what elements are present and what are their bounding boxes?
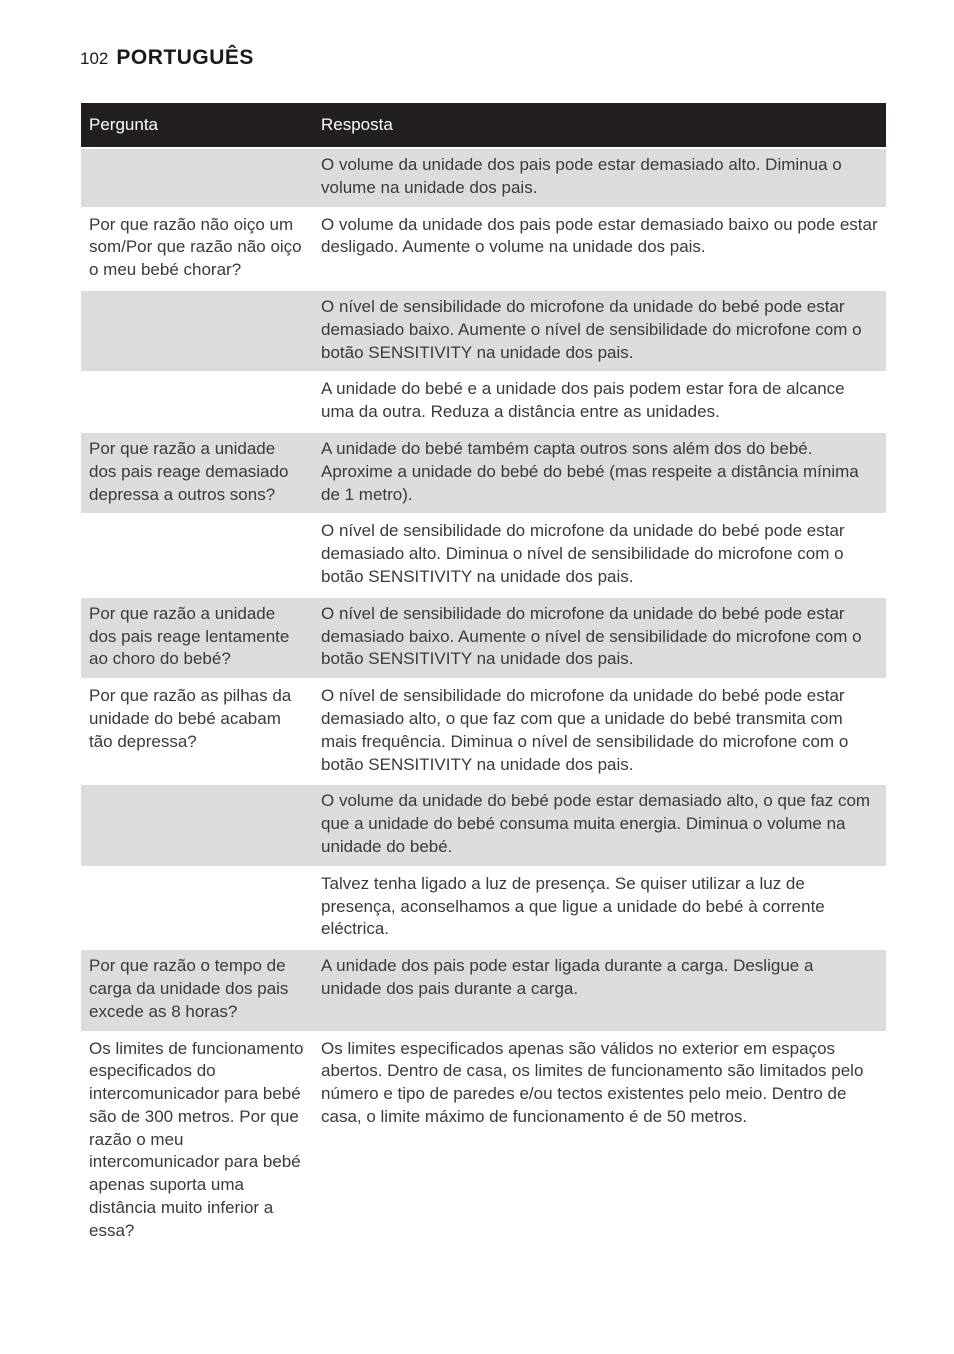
column-header-question: Pergunta	[81, 103, 313, 148]
answer-cell: O nível de sensibilidade do microfone da unidade do bebé pode estar demasiado baixo. Aumente o nível de sensibilidade do microfone com o botão SENSITIVITY na unidade dos pais.	[313, 290, 886, 372]
table-row	[81, 372, 886, 432]
answer-cell: O nível de sensibilidade do microfone da unidade do bebé pode estar demasiado baixo. Aumente o nível de sensibilidade do microfone com o botão SENSITIVITY na unidade dos pais.	[313, 597, 886, 679]
answer-cell: Os limites especificados apenas são válidos no exterior em espaços abertos. Dentro de casa, os limites de funcionamento são limitados pelo número e tipo de paredes e/ou tectos existentes pelo meio. Dentro de casa, o limite máximo de funcionamento é de 50 metros.	[313, 1032, 886, 1250]
table-row	[81, 514, 886, 596]
table-row	[81, 597, 886, 679]
answer-cell: O volume da unidade dos pais pode estar demasiado baixo ou pode estar desligado. Aumente o volume na unidade dos pais.	[313, 208, 886, 290]
answer-cell: O volume da unidade do bebé pode estar demasiado alto, o que faz com que a unidade do bebé consuma muita energia. Diminua o volume na unidade do bebé.	[313, 784, 886, 866]
question-cell: Os limites de funcionamento especificados do intercomunicador para bebé são de 300 metros. Por que razão o meu intercomunicador para bebé apenas suporta uma distância muito inferior a essa?	[81, 1032, 313, 1250]
question-cell	[81, 290, 313, 372]
column-header-answer: Resposta	[313, 103, 886, 148]
answer-cell: A unidade do bebé e a unidade dos pais podem estar fora de alcance uma da outra. Reduza a distância entre as unidades.	[313, 372, 886, 432]
question-cell: Por que razão o tempo de carga da unidade dos pais excede as 8 horas?	[81, 949, 313, 1031]
table-header	[81, 103, 886, 148]
table-row	[81, 867, 886, 949]
table-row	[81, 432, 886, 514]
table-body	[81, 148, 886, 1250]
question-cell: Por que razão a unidade dos pais reage demasiado depressa a outros sons?	[81, 432, 313, 514]
question-cell: Por que razão não oiço um som/Por que razão não oiço o meu bebé chorar?	[81, 208, 313, 290]
question-cell	[81, 372, 313, 432]
table-row	[81, 1032, 886, 1250]
question-cell	[81, 784, 313, 866]
page-number: 102	[80, 49, 109, 68]
answer-cell: A unidade do bebé também capta outros sons além dos do bebé. Aproxime a unidade do bebé do bebé (mas respeite a distância mínima de 1 metro).	[313, 432, 886, 514]
answer-cell: A unidade dos pais pode estar ligada durante a carga. Desligue a unidade dos pais durante a carga.	[313, 949, 886, 1031]
table-row	[81, 784, 886, 866]
table-row	[81, 949, 886, 1031]
answer-cell: O nível de sensibilidade do microfone da unidade do bebé pode estar demasiado alto. Diminua o nível de sensibilidade do microfone com o botão SENSITIVITY na unidade dos pais.	[313, 514, 886, 596]
page-header	[80, 46, 254, 70]
table-row	[81, 148, 886, 208]
table-row	[81, 290, 886, 372]
question-cell	[81, 514, 313, 596]
question-cell	[81, 867, 313, 949]
question-cell	[81, 148, 313, 208]
page-language-title: PORTUGUÊS	[116, 46, 254, 69]
table-row	[81, 679, 886, 784]
troubleshooting-table	[81, 103, 886, 1250]
question-cell: Por que razão as pilhas da unidade do bebé acabam tão depressa?	[81, 679, 313, 784]
table-row	[81, 208, 886, 290]
answer-cell: O nível de sensibilidade do microfone da unidade do bebé pode estar demasiado alto, o que faz com que a unidade do bebé transmita com mais frequência. Diminua o nível de sensibilidade do microfone com o botão SENSITIVITY na unidade dos pais.	[313, 679, 886, 784]
answer-cell: O volume da unidade dos pais pode estar demasiado alto. Diminua o volume na unidade dos pais.	[313, 148, 886, 208]
question-cell: Por que razão a unidade dos pais reage lentamente ao choro do bebé?	[81, 597, 313, 679]
answer-cell: Talvez tenha ligado a luz de presença. Se quiser utilizar a luz de presença, aconselhamos a que ligue a unidade do bebé à corrente eléctrica.	[313, 867, 886, 949]
